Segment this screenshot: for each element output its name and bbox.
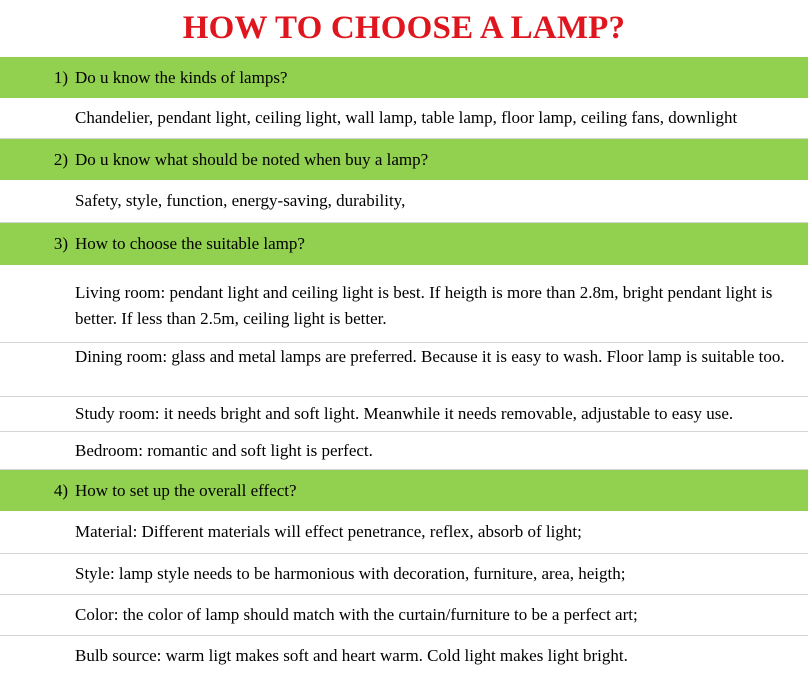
item-text: Study room: it needs bright and soft light. Meanwhile it needs removable, adjustable to easy use. — [75, 404, 734, 423]
section-heading: How to choose the suitable lamp? — [75, 234, 305, 253]
section-1-item-1 — [0, 98, 808, 139]
section-3-item-4 — [0, 432, 808, 470]
section-4-item-2 — [0, 554, 808, 595]
section-2-item-1 — [0, 180, 808, 223]
section-heading: How to set up the overall effect? — [75, 480, 297, 500]
section-4-item-1 — [0, 511, 808, 554]
item-text: Safety, style, function, energy-saving, durability, — [75, 191, 406, 210]
section-3-item-2 — [0, 343, 808, 397]
item-text: Style: lamp style needs to be harmonious with decoration, furniture, area, heigth; — [75, 564, 626, 583]
section-4-item-3 — [0, 595, 808, 636]
item-text: Color: the color of lamp should match with the curtain/furniture to be a perfect art; — [75, 605, 638, 624]
section-number: 2) — [53, 149, 68, 169]
item-text: Material: Different materials will effect penetrance, reflex, absorb of light; — [75, 522, 582, 541]
item-text: Chandelier, pendant light, ceiling light, wall lamp, table lamp, floor lamp, ceiling fans, downlight — [75, 108, 738, 127]
section-number: 3) — [53, 234, 68, 253]
section-number: 4) — [53, 480, 68, 500]
page-title: HOW TO CHOOSE A LAMP? — [182, 10, 626, 46]
section-4-item-4 — [0, 636, 808, 676]
section-heading: Do u know the kinds of lamps? — [75, 67, 288, 87]
item-text: Bulb source: warm ligt makes soft and heart warm. Cold light makes light bright. — [75, 646, 628, 665]
section-3-item-1 — [0, 265, 808, 343]
item-text: Dining room: glass and metal lamps are preferred. Because it is easy to wash. Floor lamp is suitable too. — [75, 347, 785, 366]
section-3-header — [0, 223, 808, 265]
section-1-header — [0, 57, 808, 98]
section-number: 1) — [53, 67, 68, 87]
item-text: Bedroom: romantic and soft light is perfect. — [75, 440, 373, 460]
item-text: Living room: pendant light and ceiling light is best. If heigth is more than 2.8m, bright pendant light is better. If less than 2.5m, ceiling light is better. — [75, 283, 773, 328]
section-4-header — [0, 470, 808, 511]
section-3-item-3 — [0, 397, 808, 432]
section-2-header — [0, 139, 808, 180]
section-heading: Do u know what should be noted when buy a lamp? — [75, 149, 429, 169]
